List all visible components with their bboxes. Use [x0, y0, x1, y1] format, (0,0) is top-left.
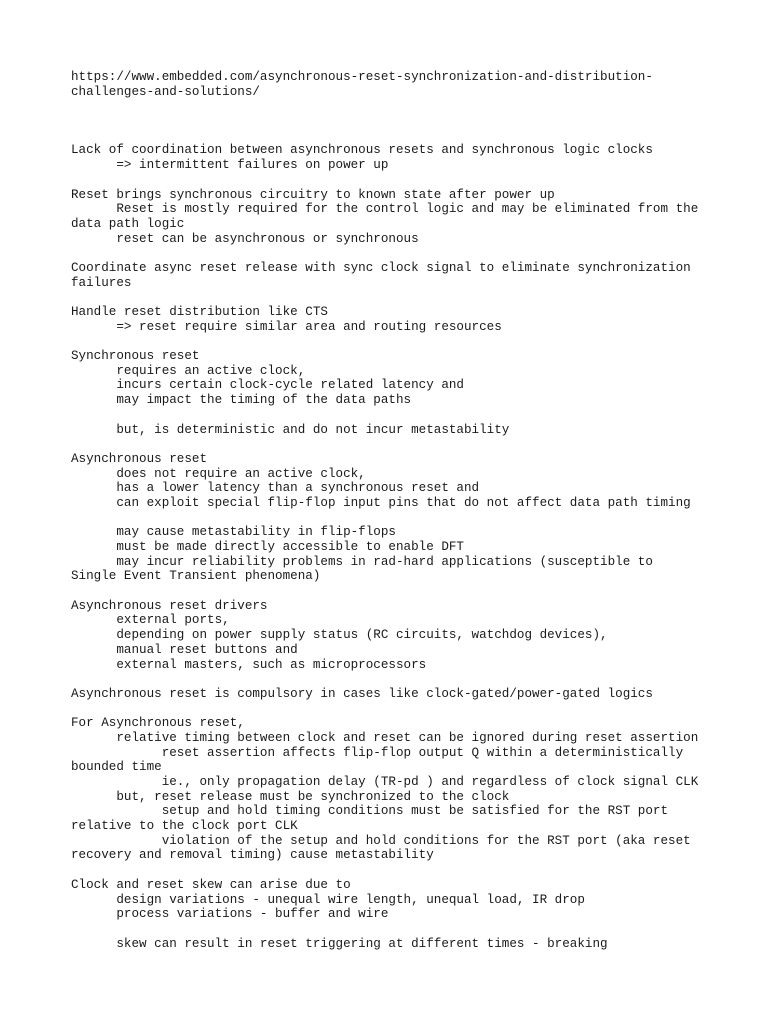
text-line: does not require an active clock, [71, 466, 366, 481]
note-skew-causes [71, 878, 711, 922]
text-line: failures [71, 275, 132, 290]
text-line: Asynchronous reset [71, 451, 208, 466]
text-line: Asynchronous reset is compulsory in cases like clock-gated/power-gated logics [71, 686, 653, 701]
note-reset-purpose [71, 188, 711, 247]
text-line: => intermittent failures on power up [71, 158, 389, 173]
note-asynchronous-drawbacks [71, 525, 711, 584]
text-line: manual reset buttons and [71, 642, 298, 657]
text-line: external masters, such as microprocessors [71, 657, 427, 672]
note-asynchronous-reset [71, 452, 711, 511]
text-line: reset assertion affects flip-flop output Q within a deterministically [71, 745, 684, 760]
text-line: => reset require similar area and routing resources [71, 319, 502, 334]
note-coordination [71, 143, 711, 172]
text-line: may impact the timing of the data paths [71, 393, 412, 408]
text-line: design variations - unequal wire length, unequal load, IR drop [71, 892, 585, 907]
note-async-drivers [71, 599, 711, 672]
text-line: skew can result in reset triggering at different times - breaking [71, 936, 608, 951]
text-line: Reset is mostly required for the control logic and may be eliminated from the [71, 202, 699, 217]
text-line: external ports, [71, 613, 230, 628]
text-line: may incur reliability problems in rad-hard applications (susceptible to [71, 554, 653, 569]
text-line: Lack of coordination between asynchronous resets and synchronous logic clocks [71, 143, 653, 158]
text-line: For Asynchronous reset, [71, 716, 245, 731]
text-line: Coordinate async reset release with sync clock signal to eliminate synchronization [71, 260, 691, 275]
text-line: may cause metastability in flip-flops [71, 525, 396, 540]
text-line: bounded time [71, 760, 162, 775]
text-line: but, is deterministic and do not incur metastability [71, 422, 510, 437]
url-line: challenges-and-solutions/ [71, 84, 260, 99]
source-url[interactable] [71, 70, 711, 99]
note-synchronous-deterministic [71, 423, 711, 438]
text-line: reset can be asynchronous or synchronous [71, 231, 419, 246]
text-line: incurs certain clock-cycle related latency and [71, 378, 464, 393]
text-line: violation of the setup and hold conditions for the RST port (aka reset [71, 833, 691, 848]
text-line: can exploit special flip-flop input pins that do not affect data path timing [71, 495, 691, 510]
url-line: https://www.embedded.com/asynchronous-reset-synchronization-and-distribution- [71, 70, 653, 84]
note-async-compulsory [71, 687, 711, 702]
text-line: must be made directly accessible to enable DFT [71, 540, 464, 555]
text-line: has a lower latency than a synchronous reset and [71, 481, 480, 496]
note-coordinate-release [71, 261, 711, 290]
text-line: data path logic [71, 216, 185, 231]
text-line: relative to the clock port CLK [71, 819, 298, 834]
text-line: requires an active clock, [71, 363, 306, 378]
text-line: Clock and reset skew can arise due to [71, 877, 351, 892]
text-line: Handle reset distribution like CTS [71, 305, 328, 320]
text-line: Single Event Transient phenomena) [71, 569, 321, 584]
note-async-timing [71, 716, 711, 863]
text-line: Reset brings synchronous circuitry to known state after power up [71, 187, 555, 202]
text-line: but, reset release must be synchronized to the clock [71, 789, 510, 804]
text-line: depending on power supply status (RC circuits, watchdog devices), [71, 628, 608, 643]
note-synchronous-reset [71, 349, 711, 408]
note-skew-effect [71, 937, 711, 952]
document-page [71, 70, 711, 951]
text-line: relative timing between clock and reset can be ignored during reset assertion [71, 730, 699, 745]
note-reset-distribution [71, 305, 711, 334]
text-line: ie., only propagation delay (TR-pd ) and regardless of clock signal CLK [71, 775, 699, 790]
text-line: setup and hold timing conditions must be satisfied for the RST port [71, 804, 669, 819]
text-line: Synchronous reset [71, 349, 200, 364]
text-line: Asynchronous reset drivers [71, 598, 268, 613]
text-line: process variations - buffer and wire [71, 907, 389, 922]
text-line: recovery and removal timing) cause metastability [71, 848, 434, 863]
